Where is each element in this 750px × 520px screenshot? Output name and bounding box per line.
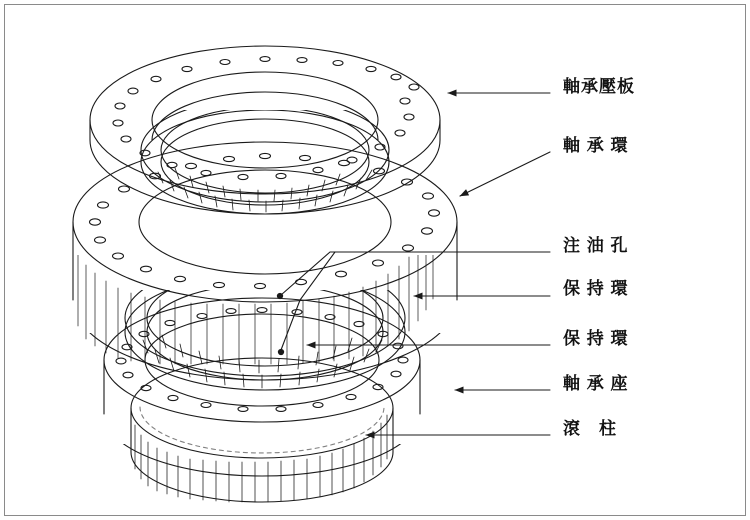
label-oil-filling-hole: 注 油 孔	[563, 236, 629, 255]
oil-hole-dot-1	[277, 293, 282, 298]
label-bearing-seat: 軸 承 座	[563, 374, 629, 393]
label-roller: 滾 柱	[563, 419, 617, 438]
label-retaining-ring-1: 保 持 環	[563, 279, 629, 298]
label-bearing-pressure-plate: 軸承壓板	[563, 77, 635, 96]
leader-bearing-ring	[460, 152, 550, 196]
label-bearing-ring: 軸 承 環	[563, 136, 629, 155]
component-retaining-ring-upper	[141, 98, 389, 214]
leader-lines	[277, 93, 550, 435]
bearing-ring-bolt-holes	[90, 153, 440, 288]
leader-oil-hole	[281, 252, 550, 295]
label-retaining-ring-2: 保 持 環	[563, 329, 629, 348]
oil-hole-dot-2	[278, 349, 283, 354]
component-bearing-pressure-plate	[90, 46, 440, 214]
